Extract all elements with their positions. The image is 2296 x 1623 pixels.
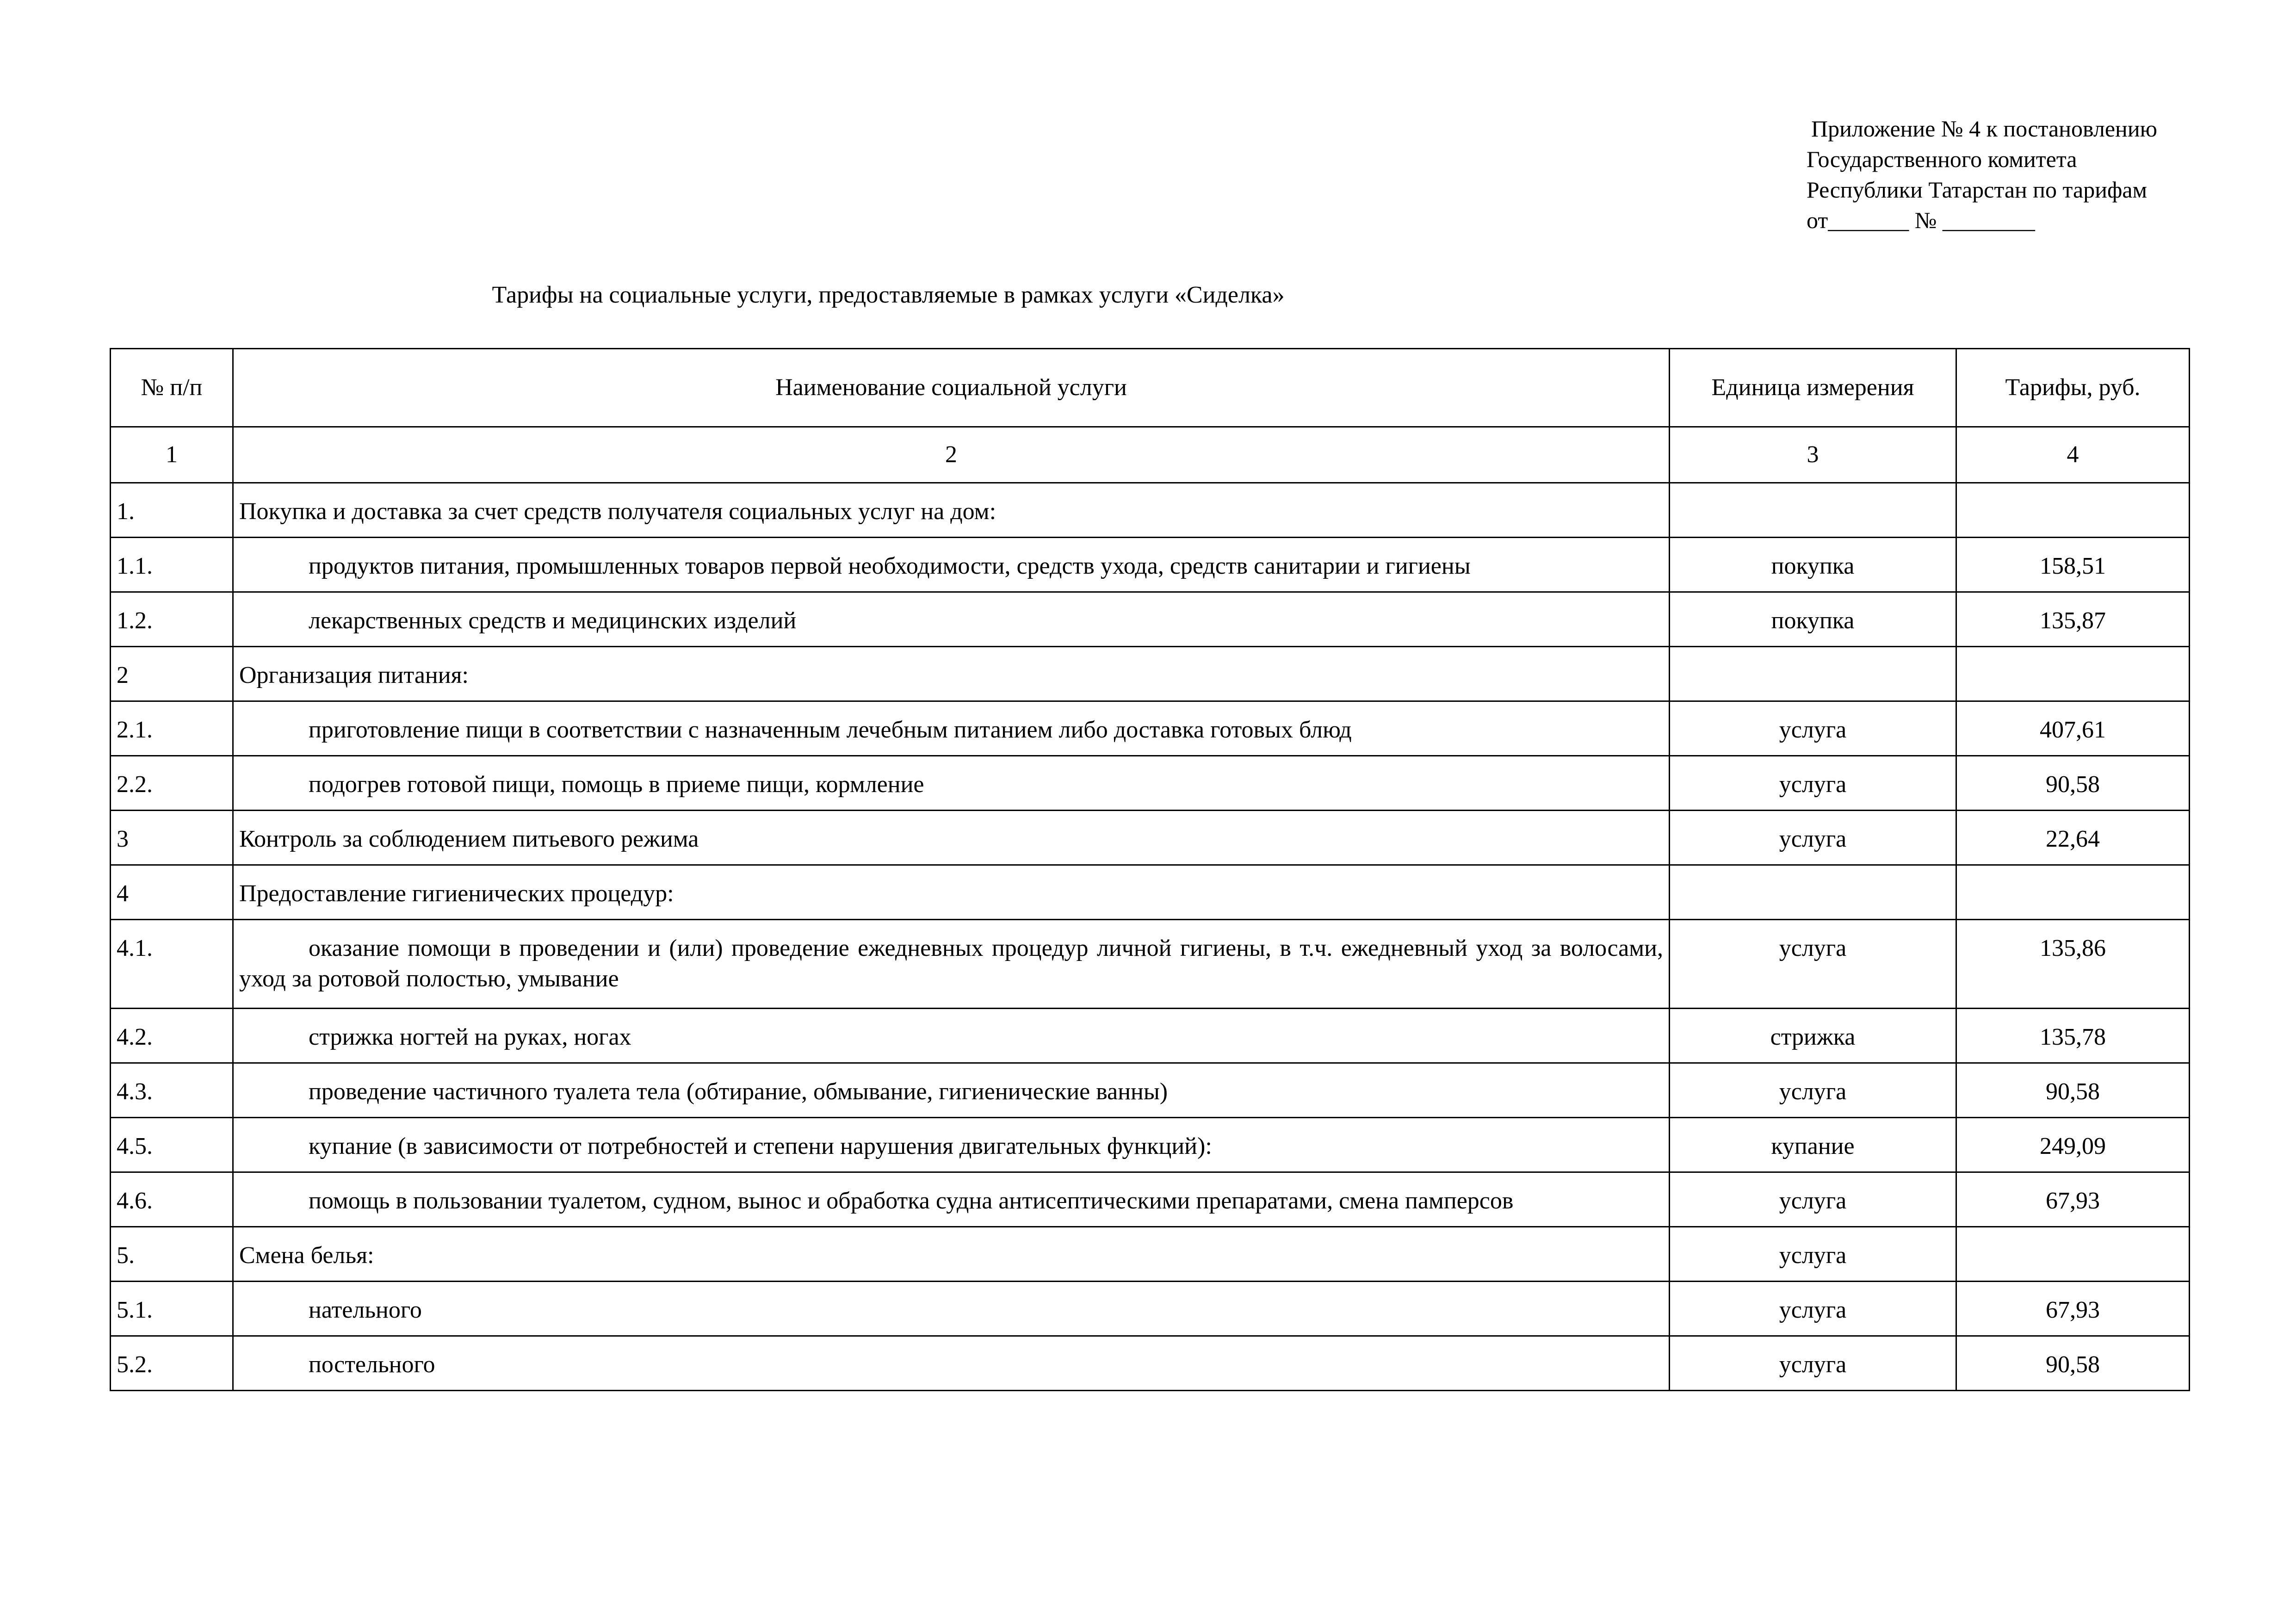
table-row bbox=[111, 592, 2190, 647]
tariff-value: 158,51 bbox=[1956, 538, 2190, 592]
tariff-value: 90,58 bbox=[1956, 1063, 2190, 1118]
unit-of-measure: услуга bbox=[1670, 920, 1956, 1009]
table-row bbox=[111, 1227, 2190, 1282]
tariff-value: 22,64 bbox=[1956, 811, 2190, 865]
tariff-value: 90,58 bbox=[1956, 756, 2190, 811]
service-name: приготовление пищи в соответствии с назначенным лечебным питанием либо доставка готовых блюд bbox=[233, 701, 1670, 756]
colnum-2: 2 bbox=[233, 427, 1670, 483]
tariff-value bbox=[1956, 1227, 2190, 1282]
tariff-value bbox=[1956, 647, 2190, 701]
unit-of-measure bbox=[1670, 647, 1956, 701]
service-name: лекарственных средств и медицинских изделий bbox=[233, 592, 1670, 647]
header-price: Тарифы, руб. bbox=[1956, 349, 2190, 427]
unit-of-measure: стрижка bbox=[1670, 1009, 1956, 1063]
table-row bbox=[111, 538, 2190, 592]
row-number: 2 bbox=[111, 647, 233, 701]
colnum-4: 4 bbox=[1956, 427, 2190, 483]
row-number: 4 bbox=[111, 865, 233, 920]
tariff-value bbox=[1956, 483, 2190, 538]
row-number: 4.5. bbox=[111, 1118, 233, 1172]
appendix-block bbox=[1807, 113, 2157, 235]
table-row bbox=[111, 1118, 2190, 1172]
row-number: 4.2. bbox=[111, 1009, 233, 1063]
column-numbers-row bbox=[111, 427, 2190, 483]
table-row bbox=[111, 920, 2190, 1009]
row-number: 1.1. bbox=[111, 538, 233, 592]
tariff-value: 90,58 bbox=[1956, 1336, 2190, 1391]
appendix-line-1: Приложение № 4 к постановлению bbox=[1811, 116, 2157, 142]
tariff-value: 135,86 bbox=[1956, 920, 2190, 1009]
table-row bbox=[111, 811, 2190, 865]
tariffs-table bbox=[110, 348, 2190, 1391]
unit-of-measure: покупка bbox=[1670, 592, 1956, 647]
row-number: 5.2. bbox=[111, 1336, 233, 1391]
service-name: оказание помощи в проведении и (или) проведение ежедневных процедур личной гигиены, в т.ч. ежедневный уход за волосами, уход за ротовой полостью, умывание bbox=[233, 920, 1670, 1009]
service-name: постельного bbox=[233, 1336, 1670, 1391]
unit-of-measure: услуга bbox=[1670, 701, 1956, 756]
tariff-value: 249,09 bbox=[1956, 1118, 2190, 1172]
table-row bbox=[111, 647, 2190, 701]
table-row bbox=[111, 1009, 2190, 1063]
document-title: Тарифы на социальные услуги, предоставляемые в рамках услуги «Сиделка» bbox=[492, 282, 1285, 308]
service-name: проведение частичного туалета тела (обтирание, обмывание, гигиенические ванны) bbox=[233, 1063, 1670, 1118]
appendix-line-3: Республики Татарстан по тарифам bbox=[1807, 177, 2147, 203]
table-row bbox=[111, 1336, 2190, 1391]
table-row bbox=[111, 1282, 2190, 1336]
row-number: 4.3. bbox=[111, 1063, 233, 1118]
row-number: 5.1. bbox=[111, 1282, 233, 1336]
tariff-value: 407,61 bbox=[1956, 701, 2190, 756]
row-number: 4.1. bbox=[111, 920, 233, 1009]
tariff-value: 67,93 bbox=[1956, 1172, 2190, 1227]
table-header-row bbox=[111, 349, 2190, 427]
header-unit: Единица измерения bbox=[1670, 349, 1956, 427]
row-number: 3 bbox=[111, 811, 233, 865]
unit-of-measure: услуга bbox=[1670, 1063, 1956, 1118]
unit-of-measure: услуга bbox=[1670, 756, 1956, 811]
service-name: Покупка и доставка за счет средств получателя социальных услуг на дом: bbox=[233, 483, 1670, 538]
service-name: продуктов питания, промышленных товаров первой необходимости, средств ухода, средств санитарии и гигиены bbox=[233, 538, 1670, 592]
table-row bbox=[111, 1063, 2190, 1118]
table-row bbox=[111, 865, 2190, 920]
row-number: 1. bbox=[111, 483, 233, 538]
service-name: нательного bbox=[233, 1282, 1670, 1336]
unit-of-measure: покупка bbox=[1670, 538, 1956, 592]
unit-of-measure bbox=[1670, 483, 1956, 538]
service-name: купание (в зависимости от потребностей и степени нарушения двигательных функций): bbox=[233, 1118, 1670, 1172]
unit-of-measure: услуга bbox=[1670, 1336, 1956, 1391]
unit-of-measure: купание bbox=[1670, 1118, 1956, 1172]
tariff-value bbox=[1956, 865, 2190, 920]
row-number: 1.2. bbox=[111, 592, 233, 647]
header-num: № п/п bbox=[111, 349, 233, 427]
service-name: Предоставление гигиенических процедур: bbox=[233, 865, 1670, 920]
unit-of-measure: услуга bbox=[1670, 1227, 1956, 1282]
service-name: подогрев готовой пищи, помощь в приеме пищи, кормление bbox=[233, 756, 1670, 811]
tariff-value: 67,93 bbox=[1956, 1282, 2190, 1336]
tariff-value: 135,78 bbox=[1956, 1009, 2190, 1063]
colnum-3: 3 bbox=[1670, 427, 1956, 483]
appendix-line-2: Государственного комитета bbox=[1807, 146, 2077, 172]
appendix-line-4: от_______ № ________ bbox=[1807, 207, 2035, 233]
row-number: 4.6. bbox=[111, 1172, 233, 1227]
row-number: 2.2. bbox=[111, 756, 233, 811]
row-number: 2.1. bbox=[111, 701, 233, 756]
unit-of-measure: услуга bbox=[1670, 811, 1956, 865]
tariff-value: 135,87 bbox=[1956, 592, 2190, 647]
table-row bbox=[111, 701, 2190, 756]
unit-of-measure: услуга bbox=[1670, 1282, 1956, 1336]
unit-of-measure bbox=[1670, 865, 1956, 920]
service-name: Организация питания: bbox=[233, 647, 1670, 701]
table-row bbox=[111, 1172, 2190, 1227]
service-name: Контроль за соблюдением питьевого режима bbox=[233, 811, 1670, 865]
service-name: помощь в пользовании туалетом, судном, вынос и обработка судна антисептическими препаратами, смена памперсов bbox=[233, 1172, 1670, 1227]
table-row bbox=[111, 483, 2190, 538]
unit-of-measure: услуга bbox=[1670, 1172, 1956, 1227]
service-name: стрижка ногтей на руках, ногах bbox=[233, 1009, 1670, 1063]
row-number: 5. bbox=[111, 1227, 233, 1282]
header-name: Наименование социальной услуги bbox=[233, 349, 1670, 427]
service-name: Смена белья: bbox=[233, 1227, 1670, 1282]
colnum-1: 1 bbox=[111, 427, 233, 483]
table-row bbox=[111, 756, 2190, 811]
